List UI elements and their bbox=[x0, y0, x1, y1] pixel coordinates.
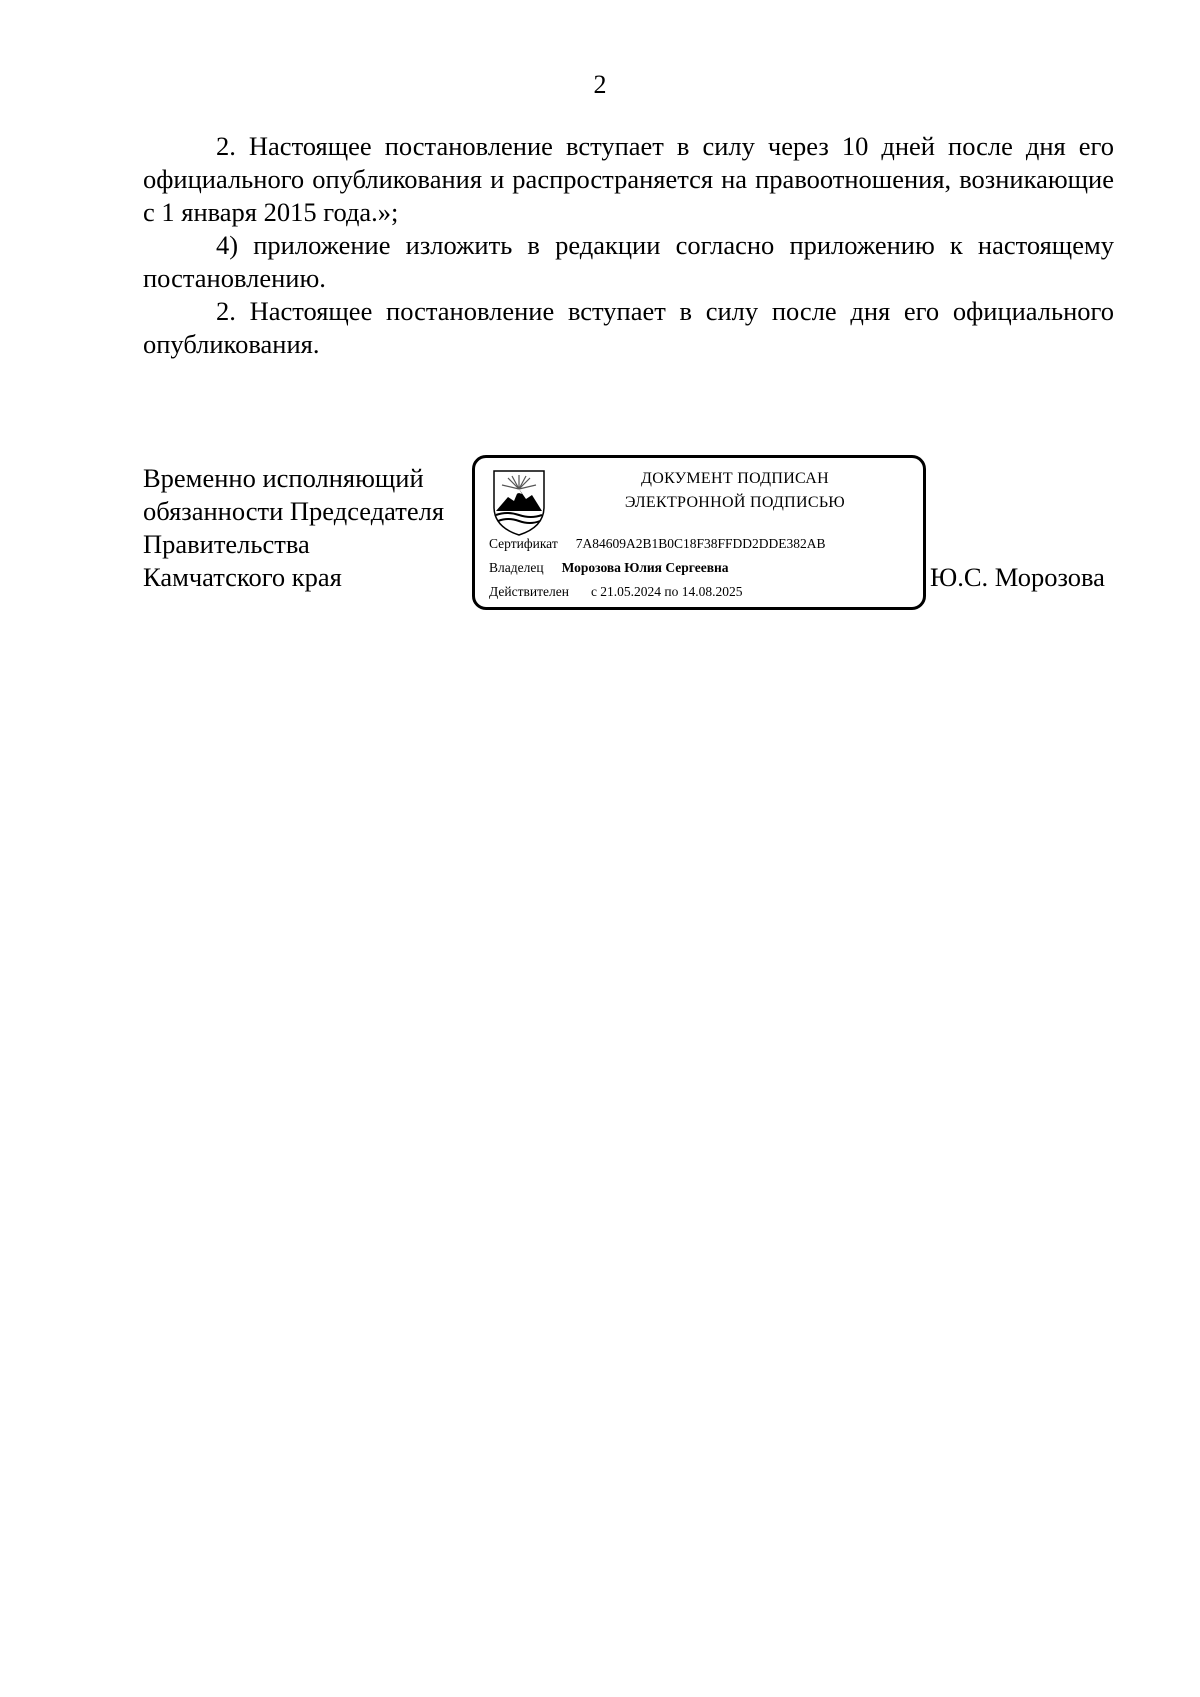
stamp-header-line: ЭЛЕКТРОННОЙ ПОДПИСЬЮ bbox=[624, 494, 846, 511]
certificate-label: Сертификат bbox=[489, 536, 558, 551]
signatory-title-line: Временно исполняющий bbox=[143, 463, 424, 493]
paragraph: 2. Настоящее постановление вступает в силу после дня его официального опубликования. bbox=[143, 296, 1114, 359]
page-number: 2 bbox=[593, 70, 607, 99]
document-body bbox=[143, 130, 1114, 361]
validity-value: с 21.05.2024 по 14.08.2025 bbox=[590, 584, 743, 599]
stamp-validity-row bbox=[489, 584, 743, 600]
stamp-owner-row bbox=[489, 560, 729, 576]
signatory-name: Ю.С. Морозова bbox=[930, 562, 1105, 592]
validity-label: Действителен bbox=[489, 584, 569, 599]
signatory-title-line: Правительства bbox=[143, 529, 310, 559]
certificate-value: 7A84609A2B1B0C18F38FFDD2DDE382AB bbox=[575, 536, 826, 551]
stamp-certificate-row bbox=[489, 536, 826, 552]
kamchatka-coat-of-arms-icon bbox=[490, 467, 548, 537]
signatory-title bbox=[143, 462, 444, 594]
paragraph: 2. Настоящее постановление вступает в силу через 10 дней после дня его официального опубликования и распространяется на правоотношения, возникающие с 1 января 2015 года.»; bbox=[143, 131, 1114, 227]
signatory-title-line: обязанности Председателя bbox=[143, 496, 445, 526]
owner-value: Морозова Юлия Сергеевна bbox=[561, 560, 729, 575]
signatory-title-line: Камчатского края bbox=[143, 562, 342, 592]
paragraph: 4) приложение изложить в редакции согласно приложению к настоящему постановлению. bbox=[143, 230, 1114, 293]
owner-label: Владелец bbox=[489, 560, 544, 575]
stamp-header-line: ДОКУМЕНТ ПОДПИСАН bbox=[641, 470, 829, 487]
electronic-signature-stamp bbox=[472, 455, 926, 610]
